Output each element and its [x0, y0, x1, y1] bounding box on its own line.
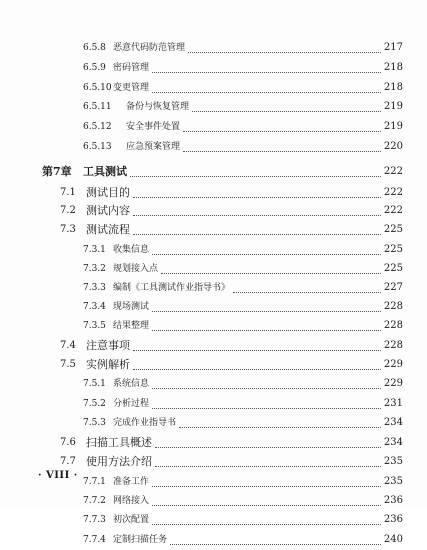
- dot-leader: [152, 58, 381, 73]
- dot-leader: [133, 355, 381, 370]
- toc-entry-number: 7.3: [60, 224, 76, 235]
- toc-entry-page: 235: [383, 456, 403, 467]
- dot-leader: [161, 259, 381, 274]
- dot-leader: [133, 220, 381, 235]
- toc-entry-page: 225: [383, 224, 403, 235]
- toc-entry-title: 注意事项: [86, 339, 130, 352]
- toc-entry: [0, 58, 427, 78]
- toc-entry-page: 222: [383, 187, 403, 198]
- toc-entry-page: 225: [383, 263, 403, 274]
- toc-entry: [0, 201, 427, 221]
- dot-leader: [152, 297, 381, 312]
- toc-entry: [0, 259, 427, 279]
- toc-entry-title: 收集信息: [113, 245, 150, 255]
- toc-entry-number: 7.7.1: [83, 477, 106, 487]
- dot-leader: [133, 201, 381, 216]
- toc-entry-number: 7.6: [60, 437, 76, 448]
- dot-leader: [155, 433, 381, 448]
- toc-entry: [0, 413, 427, 433]
- toc-entry-number: 7.7.2: [83, 496, 106, 506]
- dot-leader: [179, 413, 381, 428]
- toc-entry-page: 220: [383, 141, 403, 152]
- toc-entry-number: 第7章: [42, 165, 72, 178]
- toc-entry-title: 网络接入: [113, 496, 150, 506]
- toc-entry-page: 219: [383, 121, 403, 132]
- toc-entry-page: 229: [383, 359, 403, 370]
- toc-entry-title: 系统信息: [113, 379, 150, 389]
- toc-entry-page: 219: [383, 101, 403, 112]
- toc-entry-number: 7.3.2: [83, 264, 106, 274]
- dot-leader: [133, 183, 381, 198]
- toc-entry: [0, 38, 427, 58]
- toc-entry-title: 使用方法介绍: [86, 455, 152, 468]
- dot-leader: [183, 137, 381, 152]
- toc-entry-page: 222: [383, 166, 403, 177]
- dot-leader: [170, 530, 381, 545]
- dot-leader: [192, 97, 381, 112]
- toc-entry: [0, 97, 427, 117]
- toc-entry-number: 7.7.4: [83, 535, 106, 545]
- toc-entry-title: 编制《工具测试作业指导书》: [113, 283, 231, 293]
- toc-entry-title: 定制扫描任务: [113, 535, 168, 545]
- toc-entry: [0, 78, 427, 98]
- toc-entry-title: 测试内容: [86, 204, 130, 217]
- toc-entry-title: 现场测试: [113, 302, 150, 312]
- toc-entry: [0, 355, 427, 375]
- toc-entry: [0, 220, 427, 240]
- toc-entry: [0, 117, 427, 137]
- toc-entry-title: 测试流程: [86, 223, 130, 236]
- toc-entry-page: 228: [383, 301, 403, 312]
- page-number-footer: · VIII ·: [38, 470, 78, 481]
- toc-entry-title: 完成作业指导书: [113, 418, 177, 428]
- toc-entry: [0, 374, 427, 394]
- toc-entry: [0, 278, 427, 298]
- toc-entry-number: 7.2: [60, 205, 76, 216]
- toc-entry-title: 测试目的: [86, 186, 130, 199]
- toc-entry-page: 227: [383, 282, 403, 293]
- toc-entry-title: 规划接入点: [113, 264, 159, 274]
- dot-leader: [188, 38, 381, 53]
- toc-entry-title: 分析过程: [113, 399, 150, 409]
- toc-entry-page: 234: [383, 417, 403, 428]
- dot-leader: [152, 491, 381, 506]
- toc-entry-title: 备份与恢复管理: [126, 102, 190, 112]
- toc-entry: [0, 433, 427, 453]
- toc-entry: [0, 491, 427, 511]
- toc-entry-number: 6.5.9: [83, 63, 106, 73]
- toc-entry-page: 228: [383, 320, 403, 331]
- toc-entry-title: 工具测试: [83, 165, 127, 178]
- toc-entry-title: 恶意代码防范管理: [113, 43, 186, 53]
- toc-entry-title: 结果整理: [113, 321, 150, 331]
- dot-leader: [183, 117, 381, 132]
- toc-entry-page: 236: [383, 495, 403, 506]
- toc-entry-number: 7.7.3: [83, 515, 106, 525]
- toc-entry-number: 6.5.12: [83, 122, 112, 132]
- toc-entry-number: 7.5.2: [83, 399, 106, 409]
- dot-leader: [155, 452, 381, 467]
- toc-entry: [0, 316, 427, 336]
- toc-entry-page: 235: [383, 476, 403, 487]
- toc-entry-number: 7.3.5: [83, 321, 106, 331]
- toc-entry-number: 7.5: [60, 359, 76, 370]
- toc-entry-page: 229: [383, 378, 403, 389]
- toc-entry-number: 7.7: [60, 456, 76, 467]
- toc-entry-number: 7.3.4: [83, 302, 106, 312]
- toc-entry: [0, 297, 427, 317]
- toc-entry-number: 6.5.8: [83, 43, 106, 53]
- dot-leader: [152, 472, 381, 487]
- toc-entry: [0, 336, 427, 356]
- dot-leader: [152, 240, 381, 255]
- toc-entry-page: 218: [383, 82, 403, 93]
- toc-entry-page: 218: [383, 62, 403, 73]
- toc-entry-page: 240: [383, 534, 403, 545]
- toc-entry: [0, 510, 427, 530]
- toc-entry: [0, 394, 427, 414]
- toc-entry: [0, 530, 427, 550]
- toc-entry-number: 6.5.11: [83, 102, 112, 112]
- toc-entry-title: 应急预案管理: [126, 142, 181, 152]
- toc-entry-page: 234: [383, 437, 403, 448]
- toc-entry: [0, 183, 427, 203]
- toc-entry-title: 密码管理: [113, 63, 150, 73]
- dot-leader: [152, 510, 381, 525]
- toc-entry-page: 222: [383, 205, 403, 216]
- toc-entry: [0, 240, 427, 260]
- toc-entry-number: 7.3.3: [83, 283, 106, 293]
- dot-leader: [152, 78, 381, 93]
- dot-leader: [133, 336, 381, 351]
- toc-entry-title: 扫描工具概述: [86, 436, 152, 449]
- toc-entry-number: 7.5.3: [83, 418, 106, 428]
- toc-entry-number: 7.1: [60, 187, 76, 198]
- dot-leader: [152, 394, 381, 409]
- toc-entry: [0, 452, 427, 472]
- toc-entry-title: 实例解析: [86, 358, 130, 371]
- toc-entry-number: 7.3.1: [83, 245, 106, 255]
- toc-entry-page: 236: [383, 514, 403, 525]
- toc-entry: [0, 137, 427, 157]
- toc-entry-number: 7.5.1: [83, 379, 106, 389]
- dot-leader: [152, 374, 381, 389]
- toc-entry: [0, 162, 427, 182]
- toc-entry-page: 231: [383, 398, 403, 409]
- dot-leader: [130, 162, 381, 177]
- toc-entry-title: 变更管理: [113, 83, 150, 93]
- toc-entry-title: 安全事件处置: [126, 122, 181, 132]
- toc-entry-title: 初次配置: [113, 515, 150, 525]
- toc-entry-title: 准备工作: [113, 477, 150, 487]
- toc-entry-page: 228: [383, 340, 403, 351]
- toc-entry-number: 6.5.13: [83, 142, 112, 152]
- toc-entry-page: 225: [383, 244, 403, 255]
- toc-entry-number: 7.4: [60, 340, 76, 351]
- toc-entry-page: 217: [383, 42, 403, 53]
- dot-leader: [152, 316, 381, 331]
- toc-entry-number: 6.5.10: [83, 83, 112, 93]
- dot-leader: [233, 278, 381, 293]
